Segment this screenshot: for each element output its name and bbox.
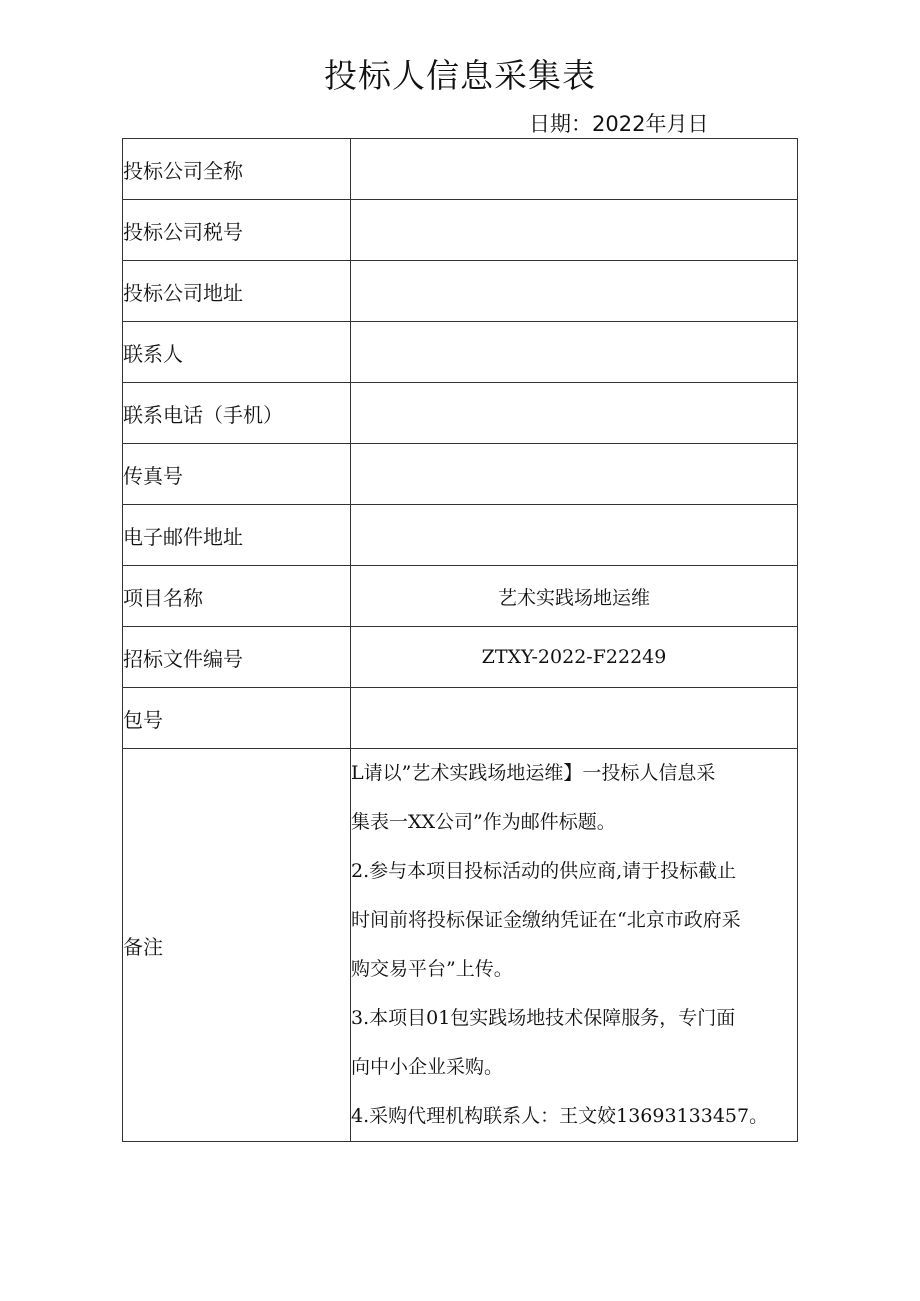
field-label: 包号 xyxy=(123,688,351,749)
field-label: 项目名称 xyxy=(123,566,351,627)
form-row-tax-id xyxy=(123,200,798,261)
form-row-fax xyxy=(123,444,798,505)
tax-id-field[interactable] xyxy=(351,200,798,261)
field-label: 联系电话（手机） xyxy=(123,383,351,444)
info-form-table xyxy=(122,138,798,1142)
tender-number-value: ZTXY-2022-F22249 xyxy=(351,627,798,688)
form-row-company-name xyxy=(123,139,798,200)
field-label: 招标文件编号 xyxy=(123,627,351,688)
note-line: 集表一XX公司”作为邮件标题。 xyxy=(351,811,616,833)
notes-content xyxy=(351,749,798,1142)
page-title: 投标人信息采集表 xyxy=(324,56,596,95)
note-line: 向中小企业采购。 xyxy=(351,1056,504,1078)
email-field[interactable] xyxy=(351,505,798,566)
form-row-notes xyxy=(123,749,798,1142)
notes-label: 备注 xyxy=(123,749,351,1142)
field-label: 联系人 xyxy=(123,322,351,383)
form-row-email xyxy=(123,505,798,566)
note-line: 时间前将投标保证金缴纳凭证在“北京市政府采 xyxy=(351,909,741,931)
field-label: 电子邮件地址 xyxy=(123,505,351,566)
note-line: 3.本项目01包实践场地技术保障服务，专门面 xyxy=(351,1007,736,1029)
package-number-field[interactable] xyxy=(351,688,798,749)
company-name-field[interactable] xyxy=(351,139,798,200)
note-line: 2.参与本项目投标活动的供应商,请于投标截止 xyxy=(351,860,737,882)
contact-person-field[interactable] xyxy=(351,322,798,383)
form-row-package xyxy=(123,688,798,749)
phone-field[interactable] xyxy=(351,383,798,444)
date-label: 日期：2022年月日 xyxy=(529,112,709,136)
field-label: 投标公司地址 xyxy=(123,261,351,322)
field-label: 投标公司全称 xyxy=(123,139,351,200)
form-row-project-name xyxy=(123,566,798,627)
field-label: 投标公司税号 xyxy=(123,200,351,261)
form-row-contact xyxy=(123,322,798,383)
address-field[interactable] xyxy=(351,261,798,322)
form-row-phone xyxy=(123,383,798,444)
note-line: 购交易平台”上传。 xyxy=(351,958,513,980)
project-name-value: 艺术实践场地运维 xyxy=(351,566,798,627)
form-row-tender-number xyxy=(123,627,798,688)
fax-field[interactable] xyxy=(351,444,798,505)
form-row-address xyxy=(123,261,798,322)
note-line: 4.采购代理机构联系人：王文姣13693133457。 xyxy=(351,1105,769,1127)
field-label: 传真号 xyxy=(123,444,351,505)
note-line: L请以”艺术实践场地运维】一投标人信息采 xyxy=(351,762,716,784)
